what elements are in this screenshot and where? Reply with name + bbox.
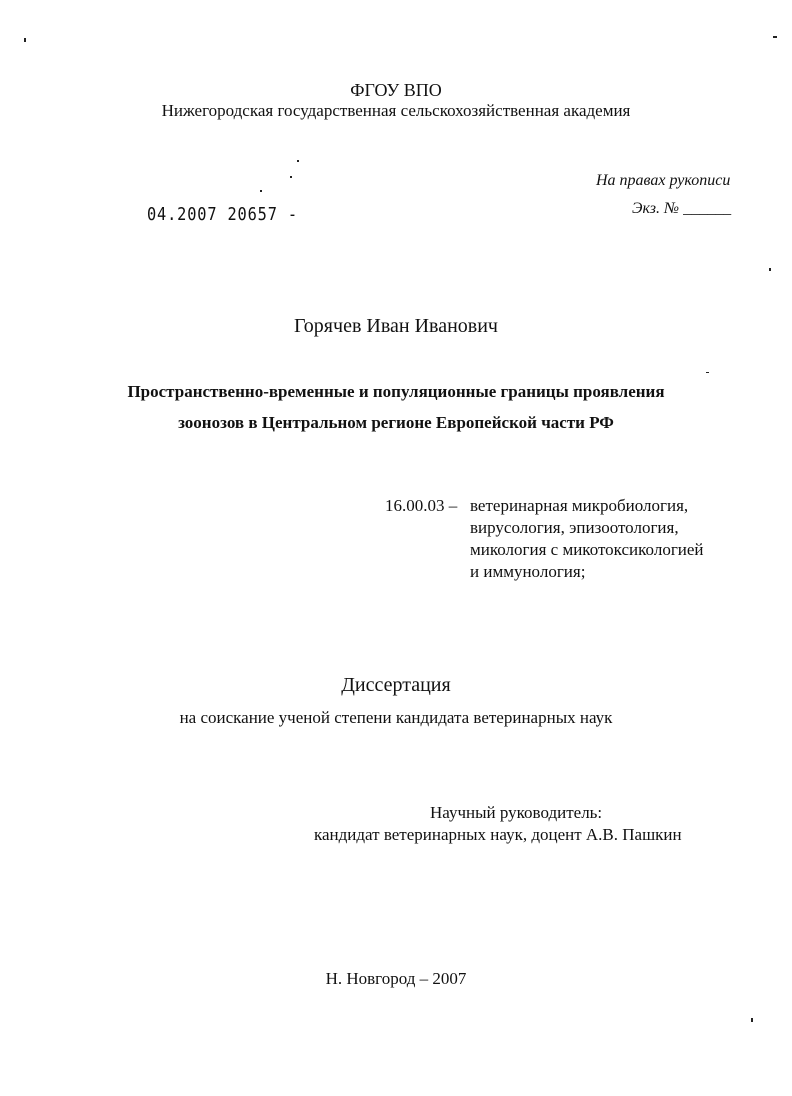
scan-speck: [769, 268, 771, 271]
scan-speck: [773, 36, 777, 38]
supervisor-details: кандидат ветеринарных наук, доцент А.В. Пашкин: [314, 825, 682, 844]
specialty-line: микология с микотоксикологией: [470, 540, 704, 559]
author-name: Горячев Иван Иванович: [294, 315, 498, 337]
organization-full-name: Нижегородская государственная сельскохозяйственная академия: [161, 101, 631, 120]
archive-stamp-number: 04.2007 20657 -: [147, 204, 298, 225]
dissertation-title-line-2: зоонозов в Центральном регионе Европейской части РФ: [178, 413, 614, 432]
scan-speck: [290, 176, 292, 178]
work-type-heading: Диссертация: [341, 674, 451, 696]
dissertation-title-line-1: Пространственно-временные и популяционные границы проявления: [127, 382, 665, 401]
city-year: Н. Новгород – 2007: [325, 969, 467, 988]
specialty-line: ветеринарная микробиология,: [470, 496, 689, 515]
copy-number-label: Экз. №: [632, 200, 680, 217]
specialty-line: и иммунология;: [470, 562, 586, 581]
work-type-subheading: на соискание ученой степени кандидата ветеринарных наук: [179, 708, 613, 727]
scan-speck: [297, 160, 299, 162]
scan-speck: [751, 1018, 753, 1022]
scan-speck: [260, 190, 262, 192]
copy-number-field: [632, 200, 731, 218]
scan-speck: [24, 38, 26, 42]
copy-number-blank: ______: [683, 200, 732, 217]
supervisor-label: Научный руководитель:: [430, 803, 603, 822]
organization-short-name: ФГОУ ВПО: [350, 80, 442, 100]
specialty-line: вирусология, эпизоотология,: [470, 518, 679, 537]
manuscript-rights-label: На правах рукописи: [596, 172, 731, 189]
specialty-code: 16.00.03 –: [385, 496, 458, 515]
scan-speck: [706, 372, 709, 373]
